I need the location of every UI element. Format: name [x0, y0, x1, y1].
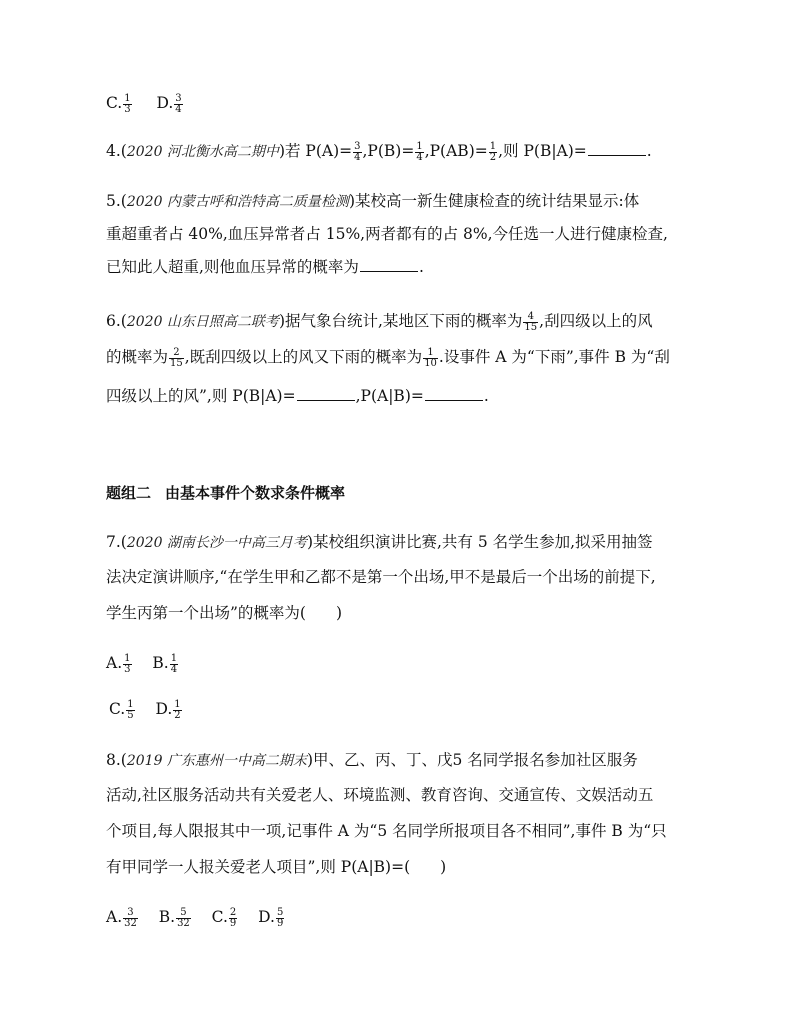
question-source: 2020 内蒙古呼和浩特高二质量检测 [126, 194, 349, 210]
question-5-line-1: 5.(2020 内蒙古呼和浩特高二质量检测)某校高一新生健康检查的统计结果显示:体 [106, 192, 640, 210]
question-source: 2020 河北衡水高二期中 [126, 144, 279, 160]
q8-option-b[interactable]: B. $\frac{5}{32}$ [158, 906, 190, 929]
fraction: $\frac{1}{3}$ [124, 92, 131, 115]
fraction: $\frac{2}{9}$ [229, 906, 237, 929]
question-source: 2020 湖南长沙一中高三月考 [126, 535, 307, 551]
question-5-line-2: 重超重者占 40%,血压异常者占 15%,两者都有的占 8%,今任选一人进行健康检查, [106, 225, 668, 243]
section-heading: 题组二 由基本事件个数求条件概率 [106, 484, 346, 502]
fraction: $\frac{2}{15}$ [170, 346, 183, 369]
answer-blank[interactable] [360, 257, 418, 272]
fraction: $\frac{1}{5}$ [127, 698, 134, 721]
fraction: $\frac{3}{4}$ [354, 140, 361, 163]
fraction: $\frac{5}{9}$ [276, 906, 284, 929]
q8-option-d[interactable]: D. $\frac{5}{9}$ [258, 906, 284, 929]
question-6-line-2: 的概率为 $\frac{2}{15}$ ,既刮四级以上的风又下雨的概率为 $\frac{1}{10}$ .设事件 A 为“下雨”,事件 B 为“刮 [106, 346, 670, 369]
q7-option-d[interactable]: D. $\frac{1}{2}$ [155, 698, 181, 721]
q8-option-c[interactable]: C. $\frac{2}{9}$ [211, 906, 237, 929]
question-7-line-1: 7.(2020 湖南长沙一中高三月考)某校组织演讲比赛,共有 5 名学生参加,拟采用抽签 [106, 533, 653, 551]
question-4: 4.(2020 河北衡水高二期中)若 P(A)= $\frac{3}{4}$ ,P(B)= $\frac{1}{4}$ ,P(AB)= $\frac{1}{2}$ ,则 P(B|A)= . [106, 140, 652, 163]
answer-blank[interactable] [588, 141, 646, 156]
question-7-line-3: 学生丙第一个出场”的概率为( ) [106, 604, 343, 622]
question-6-line-1: 6.(2020 山东日照高二联考)据气象台统计,某地区下雨的概率为 $\frac{4}{15}$ ,刮四级以上的风 [106, 310, 653, 333]
q3-option-c[interactable]: C. $\frac{1}{3}$ [106, 92, 131, 115]
question-8-line-1: 8.(2019 广东惠州一中高二期末)甲、乙、丙、丁、戊5 名同学报名参加社区服务 [106, 751, 638, 769]
question-source: 2019 广东惠州一中高二期末 [126, 753, 307, 769]
question-5-line-3: 已知此人超重,则他血压异常的概率为 . [106, 258, 424, 276]
question-8-line-4: 有甲同学一人报关爱老人项目”,则 P(A|B)=( ) [106, 858, 447, 876]
question-8-line-2: 活动,社区服务活动共有关爱老人、环境监测、教育咨询、交通宣传、文娱活动五 [106, 786, 654, 804]
q7-option-c[interactable]: C. $\frac{1}{5}$ [109, 698, 134, 721]
fraction: $\frac{3}{32}$ [124, 906, 137, 929]
q3-option-d[interactable]: D. $\frac{3}{4}$ [156, 92, 182, 115]
question-7-line-2: 法决定演讲顺序,“在学生甲和乙都不是第一个出场,甲不是最后一个出场的前提下, [106, 568, 656, 586]
answer-blank[interactable] [425, 386, 483, 401]
q7-option-a[interactable]: A. $\frac{1}{3}$ [106, 652, 131, 675]
fraction: $\frac{3}{4}$ [175, 92, 182, 115]
question-7-options-row-2 [109, 698, 183, 721]
fraction: $\frac{4}{15}$ [524, 310, 538, 333]
fraction: $\frac{1}{10}$ [424, 346, 437, 369]
fraction: $\frac{1}{2}$ [489, 140, 497, 163]
question-8-options [106, 906, 285, 929]
answer-blank[interactable] [297, 386, 355, 401]
fraction: $\frac{1}{3}$ [124, 652, 131, 675]
q8-option-a[interactable]: A. $\frac{3}{32}$ [106, 906, 137, 929]
fraction: $\frac{5}{32}$ [177, 906, 190, 929]
q7-option-b[interactable]: B. $\frac{1}{4}$ [152, 652, 178, 675]
question-6-line-3: 四级以上的风”,则 P(B|A)= ,P(A|B)= . [106, 387, 489, 405]
question-8-line-3: 个项目,每人限报其中一项,记事件 A 为“5 名同学所报项目各不相同”,事件 B 为“只 [106, 822, 667, 840]
fraction: $\frac{1}{2}$ [174, 698, 181, 721]
question-7-options-row-1 [106, 652, 179, 675]
fraction: $\frac{1}{4}$ [416, 140, 423, 163]
question-source: 2020 山东日照高二联考 [126, 314, 279, 330]
q3-options [106, 92, 184, 115]
fraction: $\frac{1}{4}$ [170, 652, 178, 675]
